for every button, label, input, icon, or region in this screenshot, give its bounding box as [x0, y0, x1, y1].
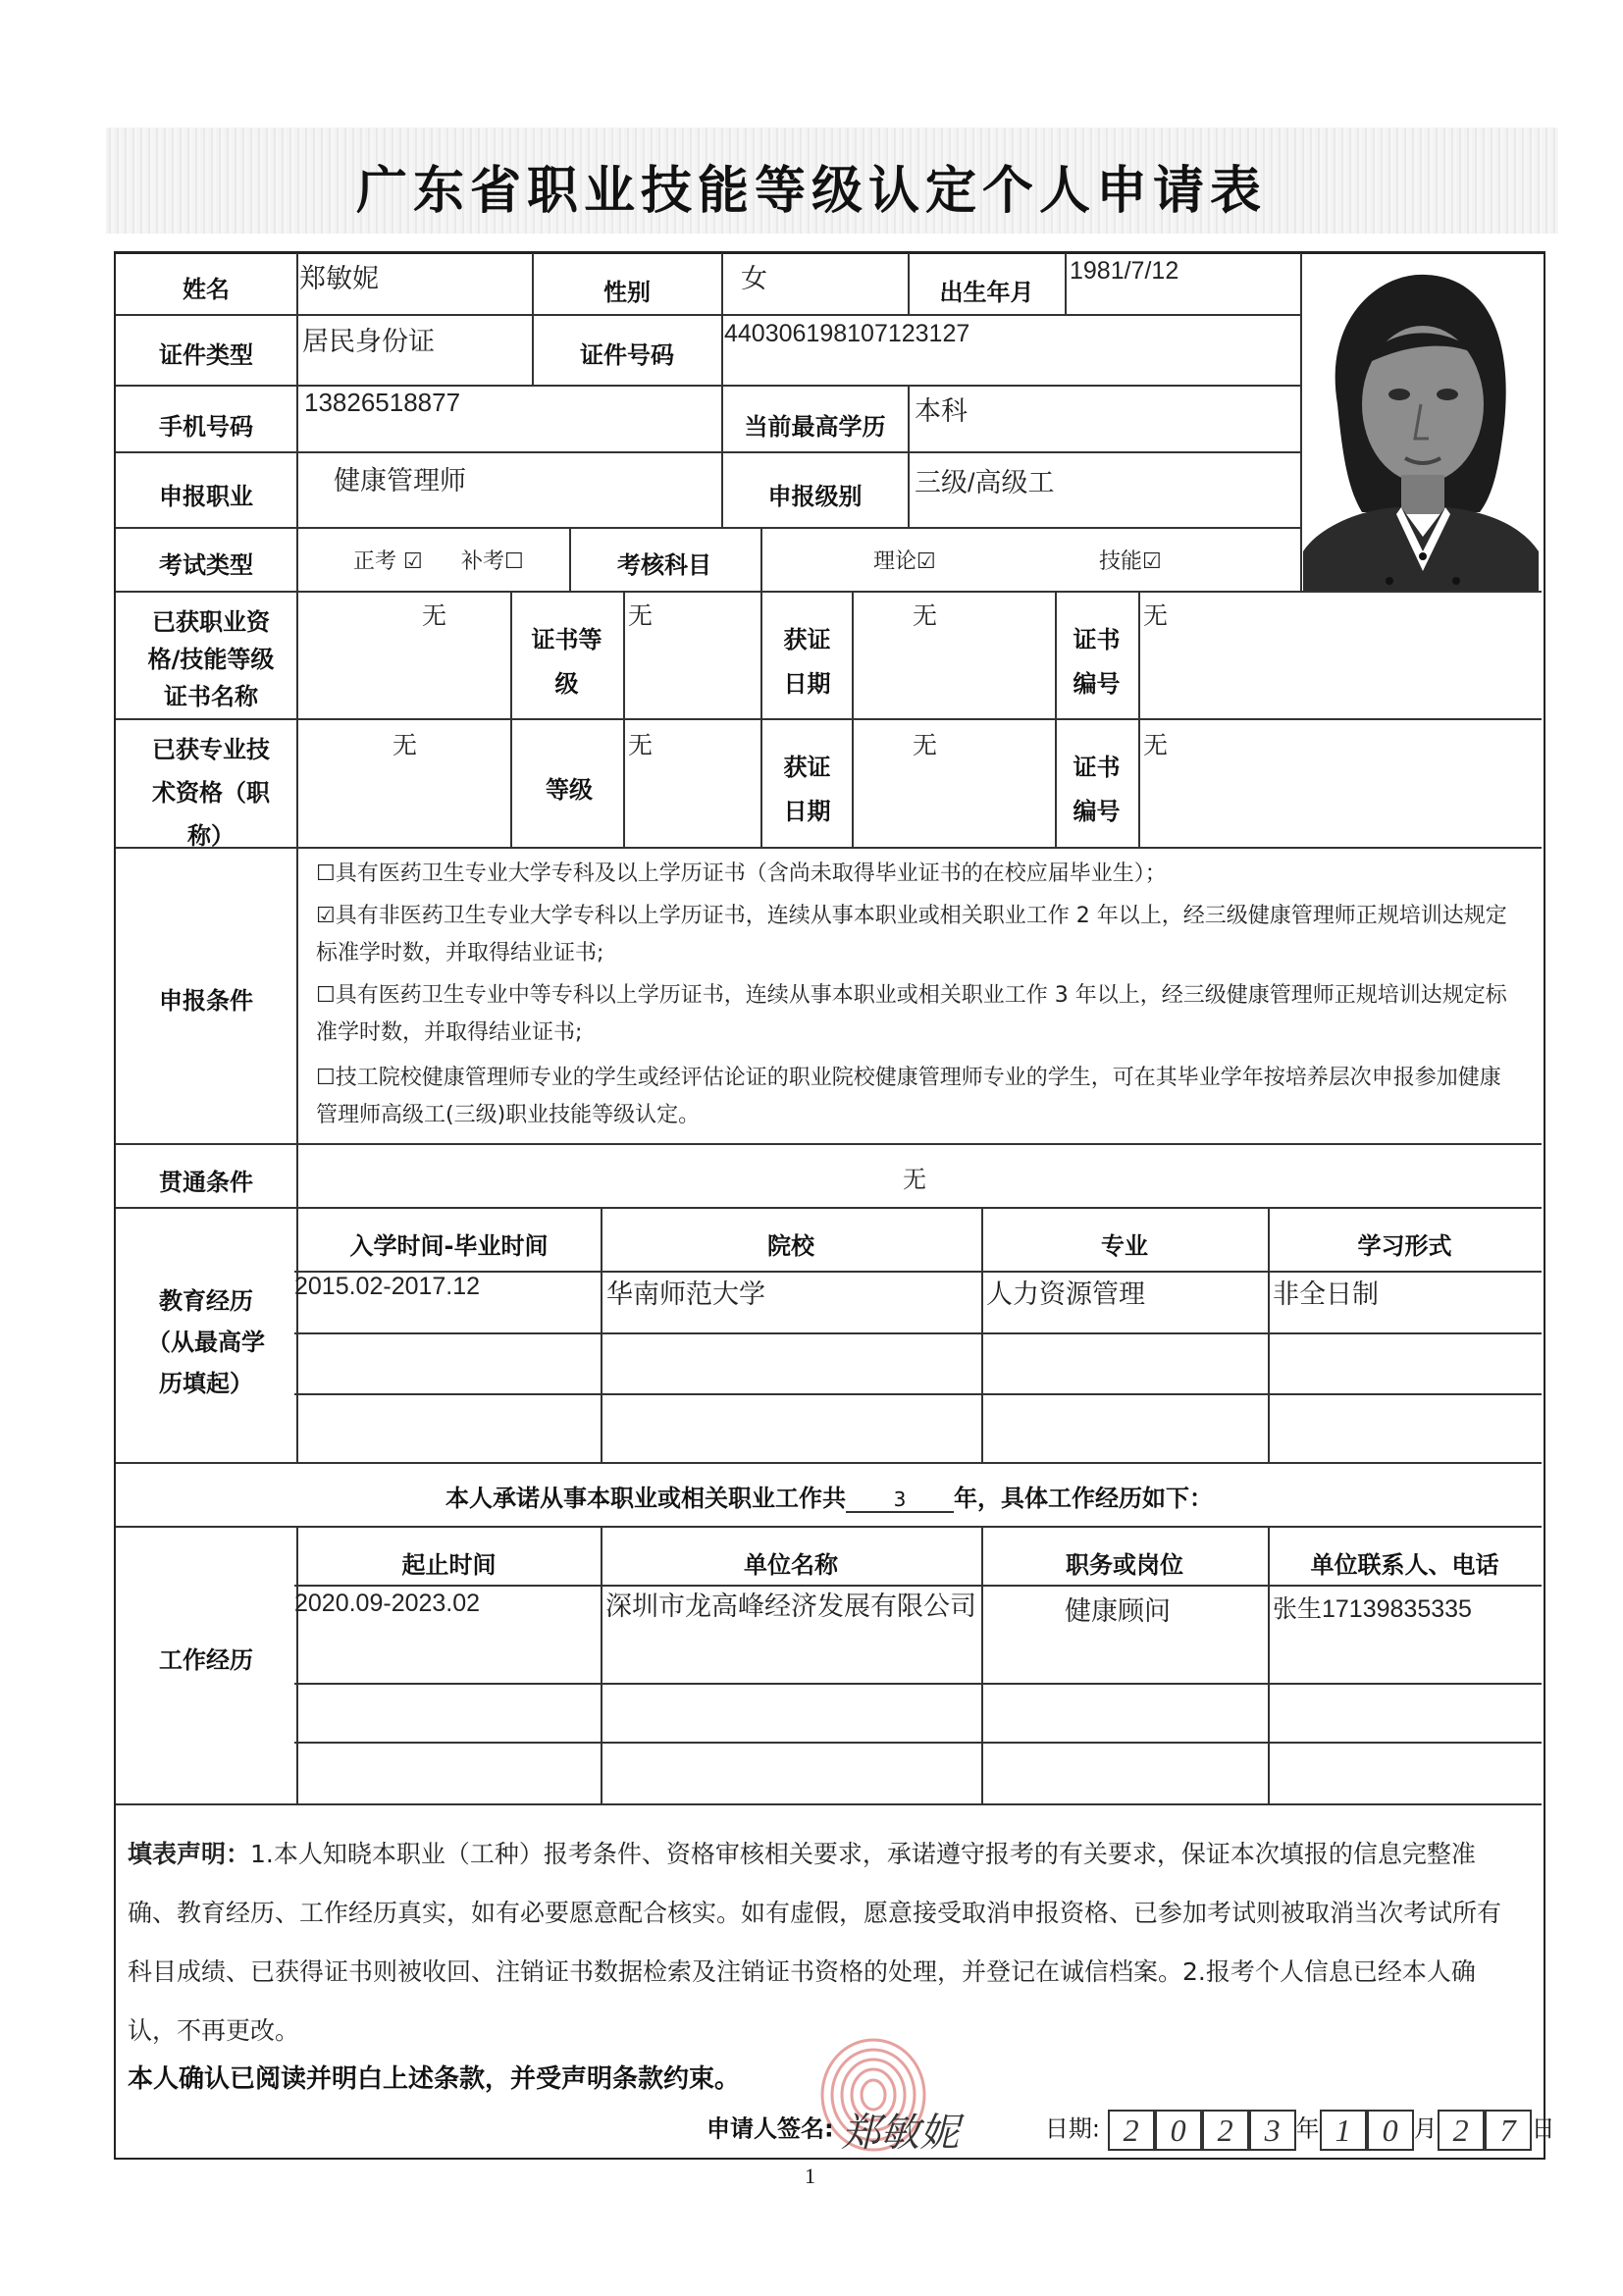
- year-digit-2: 0: [1155, 2110, 1202, 2151]
- condition-3[interactable]: ☐具有医药卫生专业中等专科以上学历证书，连续从事本职业或相关职业工作 3 年以上，经三级健康管理师正规培训达规定标准学时数，并取得结业证书;: [316, 983, 1507, 1045]
- month-digit-1: 1: [1320, 2110, 1367, 2151]
- label-id-no: 证件号码: [580, 341, 674, 369]
- label-title-level: 等级: [546, 776, 593, 804]
- declaration-body: 1.本人知晓本职业（工种）报考条件、资格审核相关要求，承诺遵守报考的有关要求，保证本次填报的信息完整准确、教育经历、工作经历真实，如有必要愿意配合核实。如有虚假，愿意接受取消申报资格、已参加考试则被取消当次考试所有科目成绩、已获得证书则被收回、注销证书数据检索及注销证书资格的处理，并登记在诚信档案。2.报考个人信息已经本人确认，不再更改。: [128, 1840, 1502, 2045]
- value-id-type: 居民身份证: [302, 327, 435, 356]
- month-digit-2: 0: [1367, 2110, 1414, 2151]
- edu-header-mode: 学习形式: [1357, 1232, 1452, 1260]
- edu-row-mode: 非全日制: [1273, 1279, 1379, 1309]
- work-row-unit: 深圳市龙高峰经济发展有限公司: [605, 1592, 976, 1621]
- day-digit-2: 7: [1485, 2110, 1532, 2151]
- value-title-date: 无: [913, 731, 938, 759]
- value-birth: 1981/7/12: [1070, 257, 1179, 285]
- label-phone: 手机号码: [159, 413, 253, 441]
- work-header-contact: 单位联系人、电话: [1310, 1551, 1499, 1579]
- label-occupation: 申报职业: [159, 483, 253, 510]
- work-row-post: 健康顾问: [1065, 1596, 1171, 1626]
- edu-header-school: 院校: [767, 1232, 814, 1260]
- subject-theory-checkbox[interactable]: 理论☑: [873, 549, 936, 574]
- day-unit: 日: [1531, 2114, 1555, 2143]
- label-exam-subject: 考核科目: [617, 551, 711, 579]
- value-phone: 13826518877: [304, 388, 461, 417]
- edu-row-school: 华南师范大学: [606, 1279, 765, 1309]
- work-row-period: 2020.09-2023.02: [294, 1590, 481, 1617]
- edu-header-period: 入学时间-毕业时间: [349, 1232, 549, 1260]
- exam-regular-checkbox[interactable]: 正考 ☑: [353, 549, 423, 574]
- value-cert-name: 无: [422, 601, 447, 630]
- commit-years: 3: [846, 1487, 954, 1513]
- day-digit-1: 2: [1438, 2110, 1485, 2151]
- date-label: 日期:: [1044, 2114, 1100, 2143]
- label-title-date: 获证日期: [783, 754, 831, 825]
- page-number: 1: [805, 2164, 815, 2188]
- label-gender: 性别: [603, 279, 651, 306]
- label-cert-level: 证书等级: [531, 626, 602, 698]
- label-education: 当前最高学历: [744, 413, 886, 441]
- label-through: 贯通条件: [159, 1169, 253, 1196]
- year-digit-3: 2: [1202, 2110, 1249, 2151]
- year-digit-4: 3: [1249, 2110, 1296, 2151]
- work-header-period: 起止时间: [401, 1551, 497, 1579]
- signature-label: 申请人签名:: [707, 2114, 834, 2143]
- condition-4[interactable]: ☐技工院校健康管理师专业的学生或经评估论证的职业院校健康管理师专业的学生，可在其毕业学年按培养层次申报参加健康管理师高级工(三级)职业技能等级认定。: [316, 1066, 1501, 1127]
- label-conditions: 申报条件: [159, 987, 253, 1015]
- value-id-no: 440306198107123127: [724, 320, 970, 347]
- label-level: 申报级别: [767, 483, 863, 510]
- declaration: [128, 1825, 1521, 2061]
- exam-makeup-checkbox[interactable]: 补考☐: [461, 549, 524, 574]
- value-occupation: 健康管理师: [334, 466, 466, 496]
- label-cert-date: 获证日期: [783, 626, 831, 698]
- label-work-exp: 工作经历: [159, 1646, 253, 1674]
- label-name: 姓名: [183, 276, 230, 303]
- edu-row-major: 人力资源管理: [986, 1279, 1145, 1309]
- value-title-level: 无: [628, 731, 654, 759]
- value-level: 三级/高级工: [915, 468, 1055, 497]
- signature-name: 郑敏妮: [841, 2111, 960, 2155]
- value-education: 本科: [915, 396, 968, 426]
- label-birth: 出生年月: [939, 279, 1034, 306]
- label-title-no: 证书编号: [1073, 754, 1121, 825]
- value-through: 无: [903, 1166, 926, 1193]
- value-cert-date: 无: [913, 601, 938, 630]
- form-title: 广东省职业技能等级认定个人申请表: [355, 162, 1267, 221]
- work-row-contact: 张生17139835335: [1273, 1595, 1472, 1623]
- label-exam-type: 考试类型: [159, 551, 253, 579]
- value-prof-title: 无: [393, 731, 418, 759]
- value-cert-no: 无: [1143, 601, 1169, 630]
- value-gender: 女: [741, 264, 767, 293]
- condition-2[interactable]: ☑具有非医药卫生专业大学专科以上学历证书，连续从事本职业或相关职业工作 2 年以上，经三级健康管理师正规培训达规定标准学时数，并取得结业证书;: [316, 904, 1507, 965]
- commit-line: 本人承诺从事本职业或相关职业工作共 3 年，具体工作经历如下：: [445, 1485, 1213, 1512]
- month-unit: 月: [1413, 2114, 1438, 2143]
- value-name: 郑敏妮: [299, 264, 379, 293]
- signature-row: [707, 2102, 1555, 2158]
- edu-row-period: 2015.02-2017.12: [294, 1273, 481, 1300]
- condition-1[interactable]: ☐具有医药卫生专业大学专科及以上学历证书（含尚未取得毕业证书的在校应届毕业生）；: [316, 861, 1167, 886]
- year-unit: 年: [1295, 2114, 1320, 2143]
- declaration-confirm: 本人确认已阅读并明白上述条款，并受声明条款约束。: [128, 2064, 741, 2094]
- value-title-no: 无: [1143, 731, 1169, 759]
- label-cert-no: 证书编号: [1073, 626, 1121, 698]
- subject-skill-checkbox[interactable]: 技能☑: [1099, 549, 1162, 574]
- year-digit-1: 2: [1108, 2110, 1155, 2151]
- declaration-head: 填表声明：: [128, 1840, 251, 1868]
- label-cert-name: 已获职业资格/技能等级证书名称: [147, 608, 275, 710]
- value-cert-level: 无: [628, 601, 654, 630]
- label-id-type: 证件类型: [159, 341, 253, 369]
- label-prof-title: 已获专业技术资格（职称）: [152, 736, 270, 850]
- label-edu-exp: 教育经历（从最高学历填起）: [147, 1287, 265, 1397]
- work-header-unit: 单位名称: [744, 1551, 838, 1579]
- work-header-post: 职务或岗位: [1066, 1551, 1183, 1579]
- edu-header-major: 专业: [1101, 1232, 1148, 1260]
